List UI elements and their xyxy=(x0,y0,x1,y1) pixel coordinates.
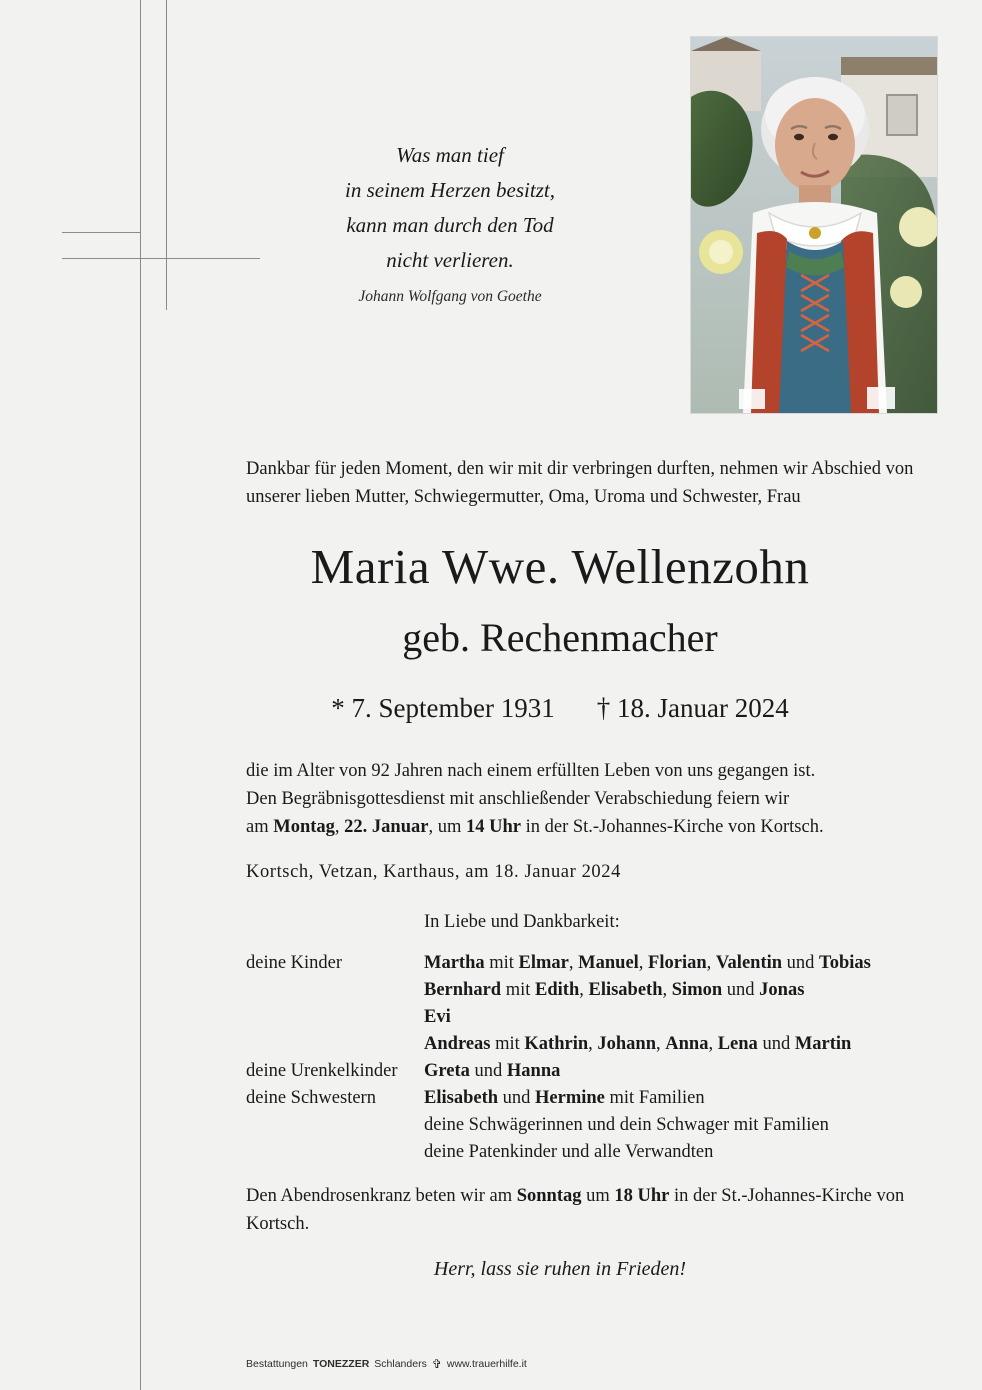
footer-company-suffix: Schlanders xyxy=(374,1358,427,1370)
funeral-announcement xyxy=(246,757,946,841)
family-row-names xyxy=(424,1058,946,1085)
announcement-separator-2: , um xyxy=(428,817,466,837)
family-row xyxy=(246,1085,946,1166)
announcement-separator: , xyxy=(334,817,345,837)
announcement-line-time xyxy=(246,813,946,841)
death-date: † 18. Januar 2024 xyxy=(596,693,789,723)
quote-author: Johann Wolfgang von Goethe xyxy=(358,288,542,305)
place-and-date: Kortsch, Vetzan, Karthaus, am 18. Januar 2024 xyxy=(246,862,621,882)
announcement-prefix: am xyxy=(246,817,274,837)
rosary-day: Sonntag xyxy=(516,1186,582,1206)
footer-company-prefix: Bestattungen xyxy=(246,1358,308,1370)
decorative-cross-horizontal-line-2 xyxy=(62,232,140,233)
rosary-mid: um xyxy=(581,1186,615,1206)
cross-icon: ✞ xyxy=(431,1357,442,1371)
family-heading: In Liebe und Dankbarkeit: xyxy=(424,912,620,932)
announcement-suffix: in der St.-Johannes-Kirche von Kortsch. xyxy=(520,817,824,837)
rosary-info xyxy=(246,1182,946,1238)
announcement-line-age: die im Alter von 92 Jahren nach einem erfüllten Leben von uns gegangen ist. xyxy=(246,761,816,781)
deceased-maiden-name: geb. Rechenmacher xyxy=(402,615,718,660)
decorative-cross-vertical-line-1 xyxy=(140,0,141,1390)
announcement-date: 22. Januar xyxy=(344,817,429,837)
decorative-cross-horizontal-line-1 xyxy=(62,258,260,259)
family-name-line: Bernhard mit Edith, Elisabeth, Simon und Jonas xyxy=(424,980,805,1000)
family-row-names xyxy=(424,950,946,1058)
family-name-line: Evi xyxy=(424,1007,451,1027)
quote-line: kann man durch den Tod xyxy=(346,213,554,237)
intro-text: Dankbar für jeden Moment, den wir mit dir verbringen durften, nehmen wir Abschied von unserer lieben Mutter, Schwiegermutter, Oma, Uroma und Schwester, Frau xyxy=(246,459,914,507)
family-name-line: Greta und Hanna xyxy=(424,1061,561,1081)
family-name-line: Martha mit Elmar, Manuel, Florian, Valentin und Tobias xyxy=(424,953,871,973)
portrait-photo xyxy=(690,36,938,414)
rosary-suffix: in der St.-Johannes-Kirche von Kortsch. xyxy=(246,1186,905,1234)
family-name-line: deine Patenkinder und alle Verwandten xyxy=(424,1142,714,1162)
quote-line: Was man tief xyxy=(396,143,504,167)
announcement-day: Montag xyxy=(273,817,335,837)
family-row-names xyxy=(424,1085,946,1166)
quote-line: in seinem Herzen besitzt, xyxy=(345,178,555,202)
family-name-line: deine Schwägerinnen und dein Schwager mit Familien xyxy=(424,1115,829,1135)
family-name-line: Elisabeth und Hermine mit Familien xyxy=(424,1088,705,1108)
life-dates xyxy=(180,690,940,726)
quote-line: nicht verlieren. xyxy=(386,248,514,272)
footer-company-name: TONEZZER xyxy=(312,1358,370,1370)
birth-date: * 7. September 1931 xyxy=(331,693,555,723)
announcement-line-service: Den Begräbnisgottesdienst mit anschließender Verabschiedung feiern wir xyxy=(246,789,790,809)
family-list xyxy=(246,950,946,1166)
family-row-label: deine Urenkelkinder xyxy=(246,1061,398,1081)
decorative-cross-vertical-line-2 xyxy=(166,0,167,310)
family-row-label: deine Kinder xyxy=(246,953,343,973)
family-name-line: Andreas mit Kathrin, Johann, Anna, Lena und Martin xyxy=(424,1034,852,1054)
footer-credit xyxy=(246,1357,846,1371)
footer-website[interactable]: www.trauerhilfe.it xyxy=(446,1358,527,1370)
family-row xyxy=(246,950,946,1058)
memorial-quote xyxy=(300,138,600,278)
announcement-time: 14 Uhr xyxy=(465,817,521,837)
family-row-label: deine Schwestern xyxy=(246,1088,376,1108)
rosary-prefix: Den Abendrosenkranz beten wir am xyxy=(246,1186,517,1206)
closing-prayer: Herr, lass sie ruhen in Frieden! xyxy=(433,1258,687,1280)
family-row xyxy=(246,1058,946,1085)
deceased-name: Maria Wwe. Wellenzohn xyxy=(310,539,810,594)
rosary-time: 18 Uhr xyxy=(614,1186,670,1206)
